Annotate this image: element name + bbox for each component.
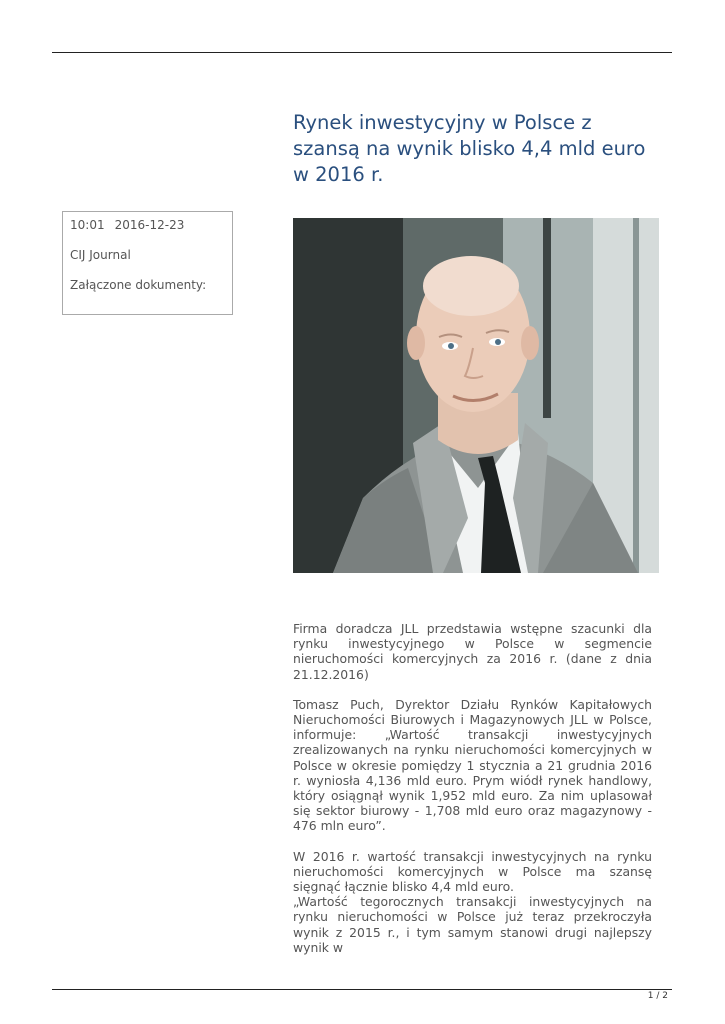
- paragraph: Firma doradcza JLL przedstawia wstępne szacunki dla rynku inwestycyjnego w Polsce w segmencie nieruchomości komercyjnych za 2016 r. (dane z dnia 21.12.2016): [293, 621, 652, 682]
- paragraph: Tomasz Puch, Dyrektor Działu Rynków Kapitałowych Nieruchomości Biurowych i Magazynowych JLL w Polsce, informuje: „Wartość transakcji inwestycyjnych zrealizowanych na rynku nieruchomości komercyjnych w Polsce w okresie pomiędzy 1 stycznia a 21 grudnia 2016 r. wyniosła 4,136 mld euro. Prym wiódł rynek handlowy, który osiągnął wynik 1,952 mld euro. Za nim uplasował się sektor biurowy - 1,708 mld euro oraz magazynowy - 476 mln euro”.: [293, 696, 652, 834]
- attachments-label: Załączone dokumenty:: [70, 278, 207, 292]
- publish-time: 10:01: [70, 218, 105, 232]
- paragraph: „Wartość tegorocznych transakcji inwestycyjnych na rynku nieruchomości w Polsce już teraz przekroczyła wynik z 2015 r., i tym samym stanowi drugi najlepszy wynik w: [293, 894, 652, 955]
- article-body: [293, 621, 652, 955]
- paragraph: W 2016 r. wartość transakcji inwestycyjnych na rynku nieruchomości komercyjnych w Polsce ma szansę sięgnąć łącznie blisko 4,4 mld euro.: [293, 848, 652, 895]
- timestamp: [70, 218, 225, 233]
- bottom-rule: [52, 989, 672, 990]
- article-title: Rynek inwestycyjny w Polsce z szansą na wynik blisko 4,4 mld euro w 2016 r.: [293, 111, 646, 186]
- page-number: 1 / 2: [647, 991, 668, 1001]
- article-meta-box: [62, 211, 233, 315]
- portrait-photo: [293, 218, 659, 573]
- source-name: CIJ Journal: [70, 248, 131, 262]
- publish-date: 2016-12-23: [114, 218, 185, 232]
- top-rule: [52, 52, 672, 53]
